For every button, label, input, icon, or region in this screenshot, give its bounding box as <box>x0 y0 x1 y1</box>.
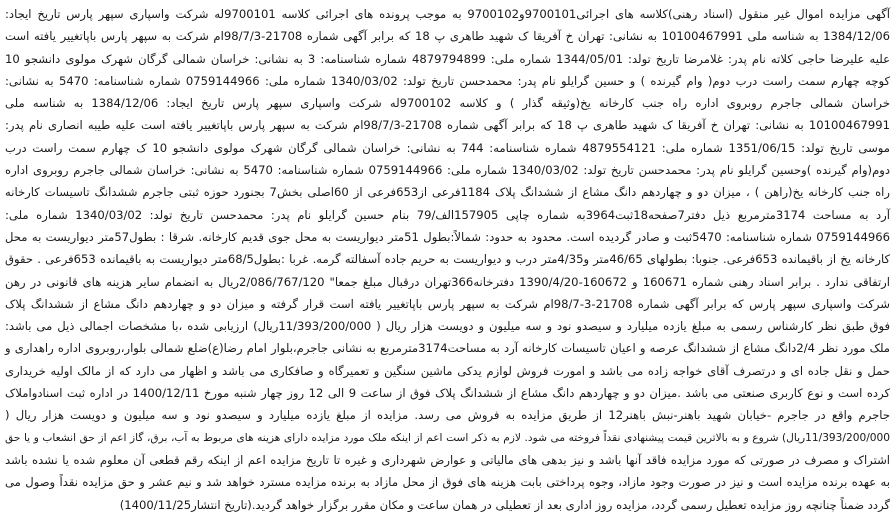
notice-line-22: به عهده برنده مزایده است و نیز در صورت وجود مازاد، وجوه پرداختی بابت هزینه های فوق از محل مازاد به برنده مزایده مسترد خواهد شد و نیم عشر و حق مزایده نقداً وصول می <box>5 475 890 490</box>
notice-line-13: ارتفاقی ندارد . برابر اسناد رهنی شماره 160671 و 160672-1390/4/20 دفترخانه366تهران درقبال مبلغ جمعا" 2/086/767/120ریال به انضمام سایر هزینه های قانونی در رهن <box>5 274 890 289</box>
notice-line-10: آرد به مساحت 3174مترمربع ذیل دفتر7صفحه18ثبت3964به شماره چاپی 157905الف/79 بنام حسین گرایلو نام پدر: محمدحسن تاریخ تولد: 1340/03/02 شماره ملی: <box>5 207 890 222</box>
notice-line-17: حمل و نقل جاده ای و درتصرف آقای خواجه زاده می باشد و امورت فروش لوازم یدکی ماشین سنگین و تعمیرگاه و صافکاری می باشد و اظهار می دارد که از مالک اولیه خریداری <box>5 363 890 378</box>
notice-line-20: 11/393/200/000ریال) شروع و به بالاترین قیمت پیشنهادی نقداً فروخته می شود. لازم به ذکر است اعم از اینکه ملک مورد مزایده دارای هزینه های مربوط به آب، برق، گاز اعم از حق انشعاب و یا حق <box>5 431 890 444</box>
notice-line-1: آگهی مزایده اموال غیر منقول (اسناد رهنی)کلاسه های اجرائی9700101و9700102 به موجب پرونده های اجرائی کلاسه 9700101له شرکت واسپاری سپهر پارس تاریخ ایجاد: <box>5 7 890 21</box>
notice-line-6: 10100467991 به نشانی: تهران خ آفریقا ک شهید طاهری پ 18 که برابر آگهی شماره 21708-98/7/3ام شرکت به سپهر پارس باپاتغییر یافته است علیه طیبه انصاری نام پدر: <box>5 118 890 133</box>
notice-line-18: کرده است و نوع کاربری صنعتی می باشد .میزان دو و چهاردهم دانگ مشاع از ششدانگ پلاک فوق از ساعت 9 الی 12 روز چهار شنبه مورخ 1400/12/11 در اداره ثبت اسنادواملاک <box>5 386 890 401</box>
notice-line-12: کارخانه یخ از باقیمانده 653فرعی. جنوبا: بطولهای 46/65متر و4/35متر درب و دیواریست به حریم جاده آسفالته گرمه. غربا :بطول68/5متر دیواریست به باقیمانده 653فرعی . حقوق <box>5 252 890 267</box>
notice-line-15: فوق طبق نظر کارشناس رسمی به مبلغ یازده میلیارد و سیصدو نود و سه میلیون و دویست هزار ریال ( 11/393/200/000ریال) ارزیابی شده ،با مشخصات اجمالی ذیل می باشد: <box>5 319 890 334</box>
notice-line-9: راه جنب کارخانه یخ(راهن ) ، میزان دو و چهاردهم دانگ مشاع از ششدانگ پلاک 1184فرعی از653فرعی از 60اصلی بخش7 بجنورد حوزه ثبتی جاجرم ششدانگ تاسیسات کارخانه <box>5 185 890 200</box>
notice-line-23: گردد ضمناً چنانچه روز مزایده تعطیل رسمی گردد، مزایده روز اداری بعد از تعطیلی در همان ساعت و مکان مقرر برگزار خواهد گردید.(تاریخ انتشار1400/11/25) <box>119 497 890 512</box>
notice-line-2: 1384/12/06 به شناسه ملی 10100467991 به نشانی: تهران خ آفریقا ک شهید طاهری پ 18 که برابر آگهی شماره 21708-98/7/3ام شرکت به سپهر پارس باپاتغییر یافته است <box>5 29 890 44</box>
notice-line-16: ملک مورد نظر 2/4دانگ مشاع از ششدانگ عرصه و اعیان تاسیسات کارخانه آرد به مساحت3174مترمربع به نشانی جاجرم،بلوار امام رضا(ع)ضلع شمالی بلوار،روبروی اداره راهداری و <box>5 341 891 356</box>
notice-line-4: کوچه چهارم سمت راست درب دوم( وام گیرنده ) و حسین گرایلو نام پدر: محمدحسن تاریخ تولد: 1340/03/02 شماره ملی: 0759144966 شماره شناسنامه: 5470 به نشانی: <box>5 73 890 88</box>
notice-line-14: شرکت واسپاری سپهر پارس که برابر آگهی شماره 21708-3-98/7ام شرکت به سپهر پارس باپاتغییر یافته است قرار گرفته و میزان دو و چهاردهم دانگ مشاع از ششدانگ پلاک <box>5 296 891 311</box>
notice-line-8: دوم(وام گیرنده )وحسین گرایلو نام پدر: محمدحسن تاریخ تولد: 1340/03/02 شماره ملی: 0759144966 شماره شناسنامه: 5470 به نشانی: خراسان شمالی جاجرم روبروی اداره <box>5 163 891 178</box>
notice-line-7: موسی تاریخ تولد: 1351/06/15 شماره ملی: 4879554121 شماره شناسنامه: 744 به نشانی: خراسان شمالی گرگان شهرک مولوی دانشجو 10 ک چهارم سمت راست درب <box>5 140 890 155</box>
notice-line-19: جاجرم واقع در جاجرم -خیابان شهید باهنر-نبش باهنر12 از طریق مزایده به فروش می رسد. مزایده از مبلغ یازده میلیارد و سیصدو نود و سه میلیون و دویست هزار ریال ( <box>5 408 890 423</box>
notice-line-11: 0759144966 شماره شناسنامه: 5470ثبت و صادر گردیده است. محدود به حدود: شمالاً:بطول 51متر دیواریست به محل جوی قدیم کارخانه. شرقا : بطول57متر دیواریست به محل <box>5 229 890 244</box>
notice-line-3: علیه علیرضا حاجی کلاته نام پدر: غلامرضا تاریخ تولد: 1344/05/01 شماره ملی: 4879794899 شماره شناسنامه: 3 به نشانی: خراسان شمالی گرگان شهرک مولوی دانشجو 10 <box>5 51 890 66</box>
notice-line-5: خراسان شمالی جاجرم روبروی اداره راه جنب کارخانه یخ(وثیقه گذار ) و کلاسه 9700102له شرکت واسپاری سپهر پارس تاریخ ایجاد: 1384/12/06 به شناسه ملی <box>5 96 890 111</box>
notice-line-21: اشتراک و مصرف در صورتی که مورد مزایده فاقد آنها باشد و نیز بدهی های مالیاتی و عوارض شهرداری و غیره تا تاریخ مزایده اعم از اینکه رقم قطعی آن معلوم شده یا نشده باشد <box>5 452 890 467</box>
